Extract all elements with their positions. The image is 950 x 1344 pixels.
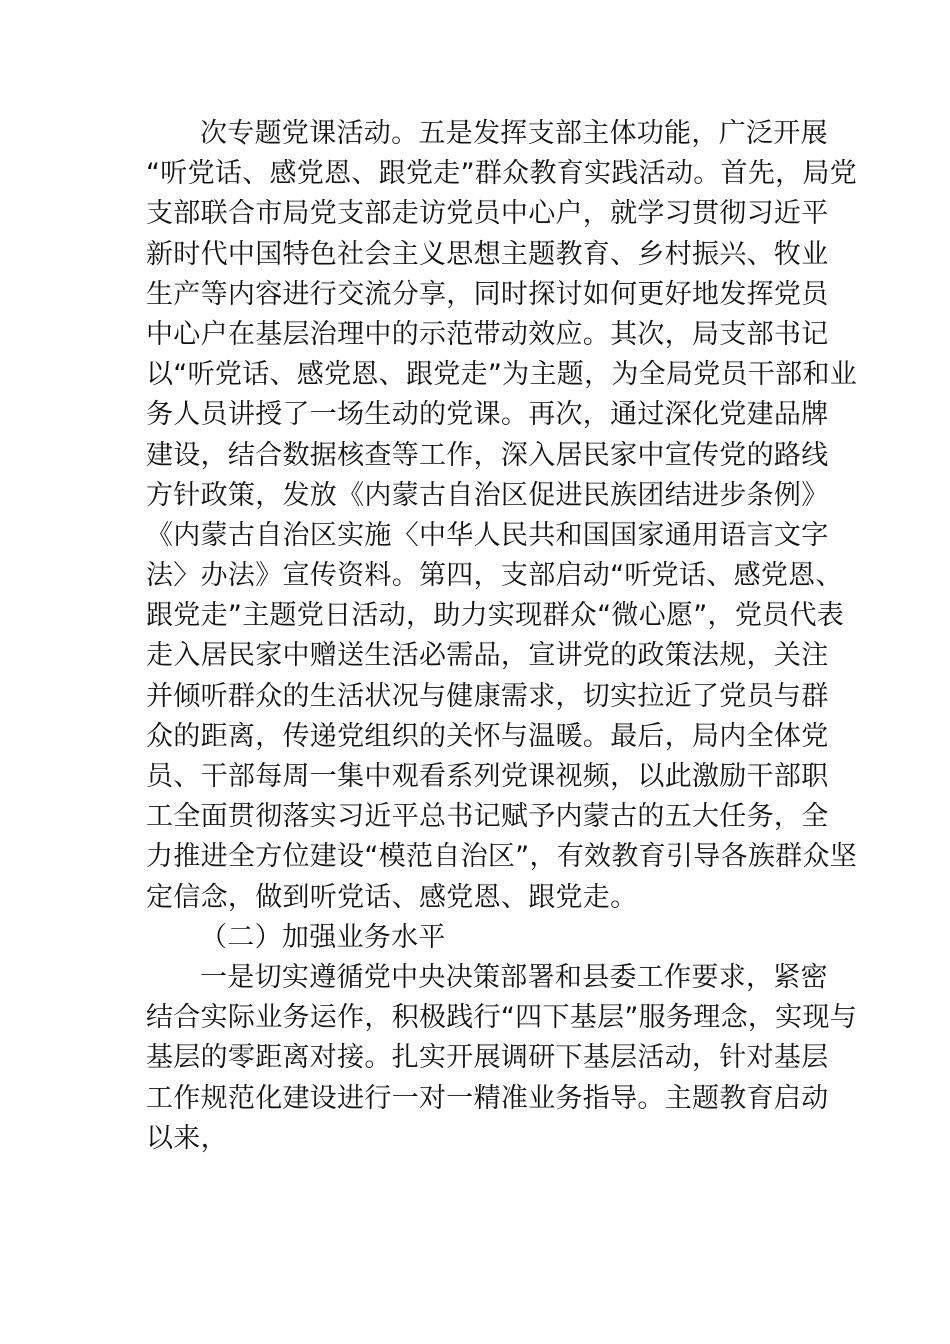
text-line: 基层的零距离对接。扎实开展调研下基层活动，针对基层 [146,1042,829,1074]
text-line: 结合实际业务运作，积极践行“四下基层”服务理念，实现与 [146,1002,858,1034]
text-line: “听党话、感党恩、跟党走”群众教育实践活动。首先，局党 [146,158,858,190]
text-line: 一是切实遵循党中央决策部署和县委工作要求，紧密 [200,961,828,993]
text-line: 员、干部每周一集中观看系列党课视频，以此激励干部职 [146,761,829,792]
text-line: 支部联合市局党支部走访党员中心户，就学习贯彻习近平 [146,198,829,230]
section-heading: （二）加强业务水平 [200,921,446,953]
text-line: 生产等内容进行交流分享，同时探讨如何更好地发挥党员 [146,278,829,310]
paragraph-2 [146,958,858,1159]
text-line: 并倾听群众的生活状况与健康需求，切实拉近了党员与群 [146,680,829,712]
text-line: 新时代中国特色社会主义思想主题教育、乡村振兴、牧业 [146,238,829,270]
text-line: 中心户在基层治理中的示范带动效应。其次，局支部书记 [146,318,829,350]
text-line: 法〉办法》宣传资料。第四，支部启动“听党话、感党恩、 [146,560,843,592]
text-line: 众的距离，传递党组织的关怀与温暖。最后，局内全体党 [146,720,829,752]
text-line: 方针政策，发放《内蒙古自治区促进民族团结进步条例》 [146,479,829,511]
document-body [146,114,858,1159]
text-line: 以来， [146,1122,228,1154]
text-line: 建设，结合数据核查等工作，深入居民家中宣传党的路线 [146,439,829,471]
text-line: 跟党走”主题党日活动，助力实现群众“微心愿”，党员代表 [146,600,845,632]
text-line: 以“听党话、感党恩、跟党走”为主题，为全局党员干部和业 [146,359,858,391]
text-line: 次专题党课活动。五是发挥支部主体功能，广泛开展 [200,118,828,149]
text-line: 走入居民家中赠送生活必需品，宣讲党的政策法规，关注 [146,640,829,672]
text-line: 工全面贯彻落实习近平总书记赋予内蒙古的五大任务，全 [146,801,829,833]
text-line: 《内蒙古自治区实施〈中华人民共和国国家通用语言文字 [146,519,829,551]
text-line: 工作规范化建设进行一对一精准业务指导。主题教育启动 [146,1082,829,1114]
paragraph-1 [146,114,858,918]
text-line: 力推进全方位建设“模范自治区”，有效教育引导各族群众坚 [146,841,858,873]
text-line: 务人员讲授了一场生动的党课。再次，通过深化党建品牌 [146,399,829,431]
text-line: 定信念，做到听党话、感党恩、跟党走。 [146,881,638,913]
